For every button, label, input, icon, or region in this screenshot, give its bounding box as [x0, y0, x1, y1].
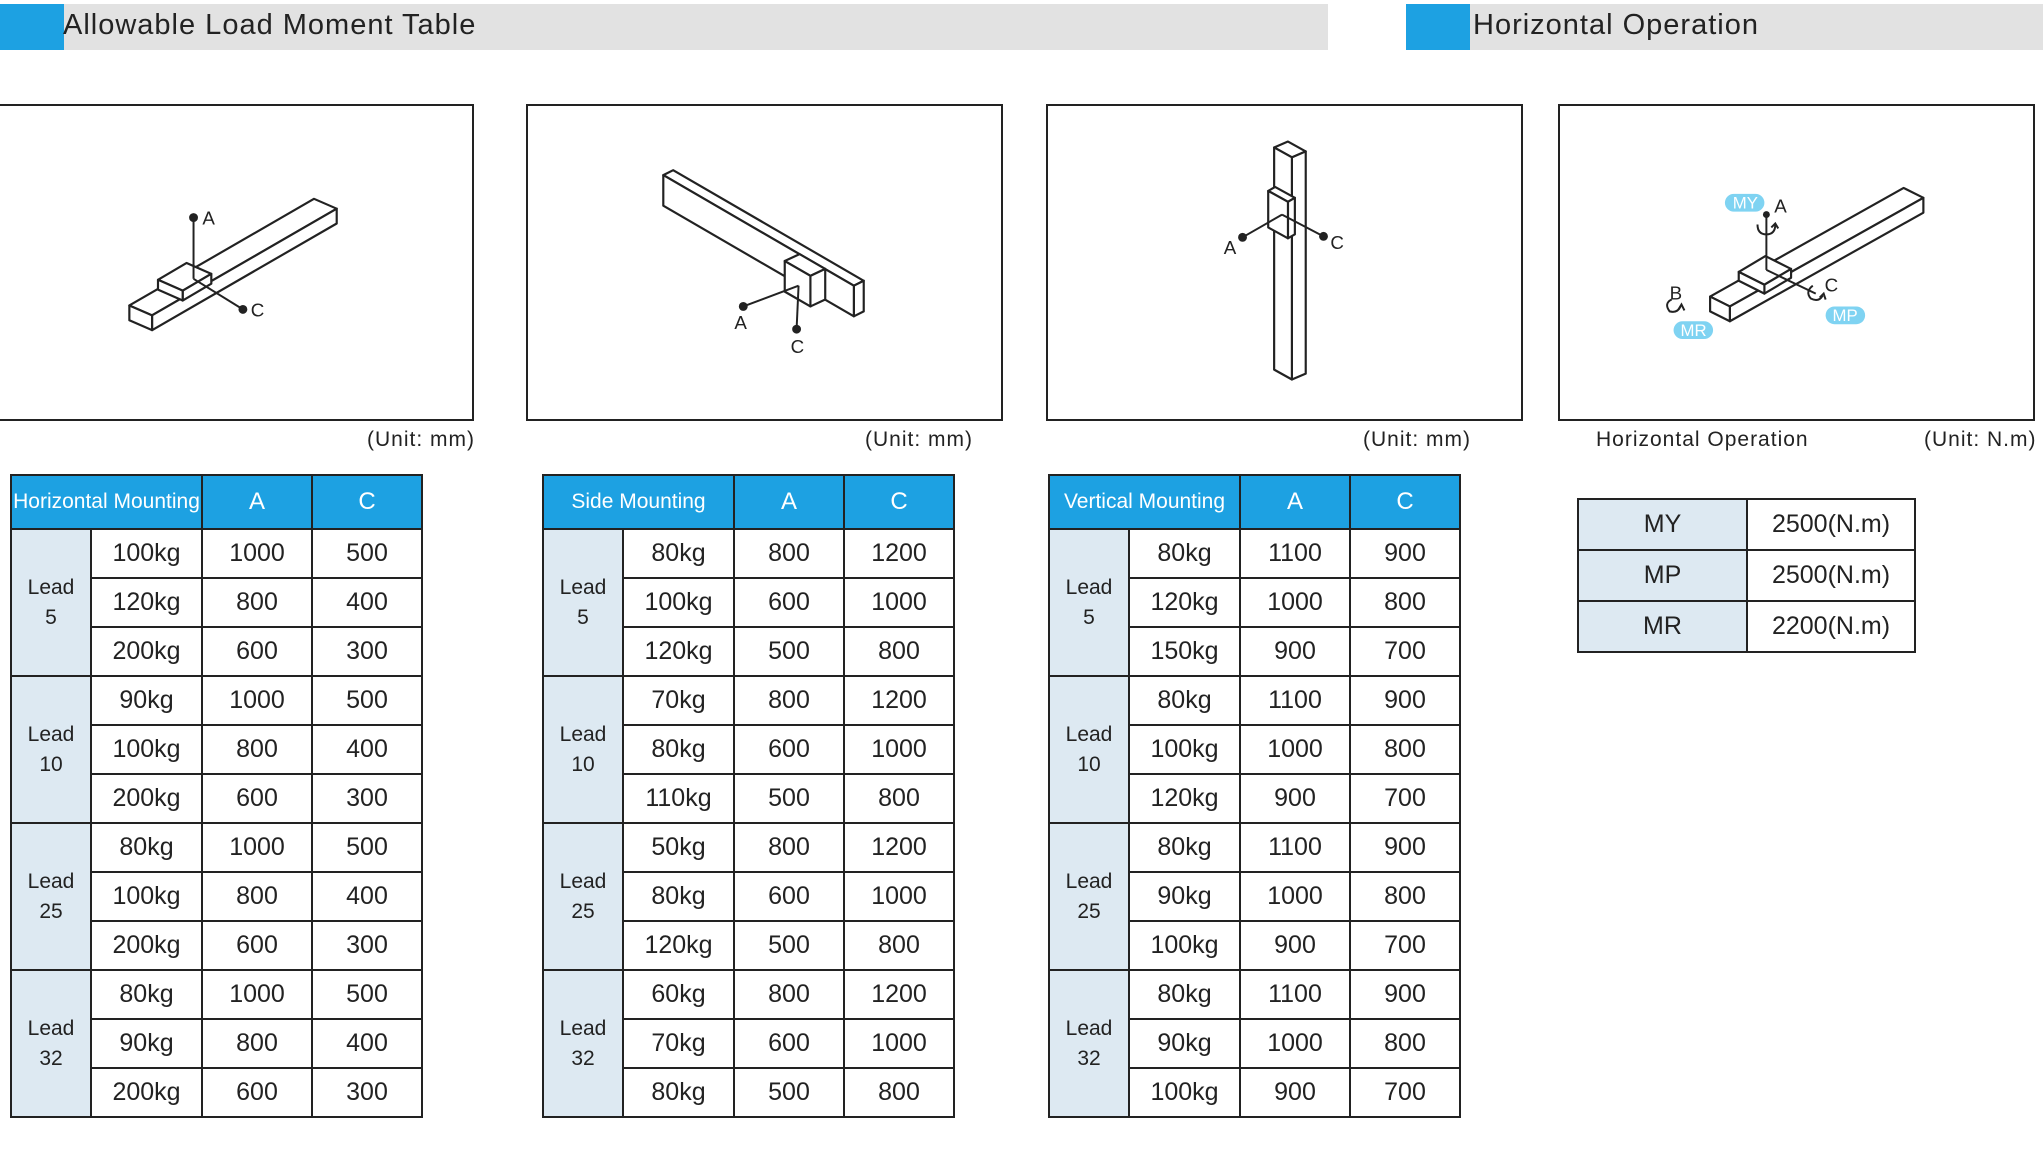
- column-c-header: C: [1350, 475, 1460, 529]
- c-value-cell: 300: [312, 627, 422, 676]
- lead-word: Lead: [27, 722, 75, 746]
- load-cell: 80kg: [623, 1068, 734, 1117]
- unit-label: (Unit: N.m): [1924, 428, 2037, 451]
- load-cell: 120kg: [1129, 578, 1240, 627]
- table-header-row: [543, 475, 954, 529]
- load-cell: 100kg: [623, 578, 734, 627]
- c-value-cell: 500: [312, 970, 422, 1019]
- a-value-cell: 1100: [1240, 970, 1350, 1019]
- a-value-cell: 800: [202, 1019, 312, 1068]
- a-value-cell: 1000: [1240, 725, 1350, 774]
- a-value-cell: 500: [734, 921, 844, 970]
- load-cell: 120kg: [623, 627, 734, 676]
- lead-value: 10: [1077, 752, 1101, 776]
- label-a: A: [1223, 237, 1237, 259]
- load-cell: 200kg: [91, 774, 202, 823]
- a-value-cell: 1100: [1240, 676, 1350, 725]
- lead-value: 5: [1083, 605, 1095, 629]
- c-value-cell: 400: [312, 725, 422, 774]
- a-value-cell: 1100: [1240, 529, 1350, 578]
- horizontal-mounting-illustration: [0, 106, 472, 419]
- c-value-cell: 800: [1350, 725, 1460, 774]
- a-value-cell: 500: [734, 774, 844, 823]
- a-value-cell: 900: [1240, 774, 1350, 823]
- load-cell: 80kg: [91, 823, 202, 872]
- lead-value: 25: [39, 899, 63, 923]
- horizontal-operation-caption: Horizontal Operation: [1596, 428, 1809, 451]
- c-value-cell: 800: [844, 627, 954, 676]
- lead-cell: [1049, 529, 1129, 676]
- table-row: [1049, 823, 1460, 872]
- table-row: [543, 529, 954, 578]
- c-value-cell: 400: [312, 872, 422, 921]
- lead-cell: [11, 970, 91, 1117]
- side-mounting-table: [542, 474, 955, 1118]
- a-value-cell: 1000: [1240, 872, 1350, 921]
- a-value-cell: 600: [202, 774, 312, 823]
- c-value-cell: 1200: [844, 676, 954, 725]
- label-a: A: [202, 207, 215, 229]
- lead-value: 25: [1077, 899, 1101, 923]
- label-b: B: [1669, 282, 1683, 304]
- header-accent-square-right: [1406, 4, 1470, 50]
- column-a-header: A: [734, 475, 844, 529]
- load-cell: 120kg: [1129, 774, 1240, 823]
- a-value-cell: 500: [734, 1068, 844, 1117]
- lead-cell: [11, 823, 91, 970]
- lead-cell: [11, 529, 91, 676]
- load-cell: 80kg: [91, 970, 202, 1019]
- column-c-header: C: [312, 475, 422, 529]
- lead-cell: [1049, 823, 1129, 970]
- lead-value: 5: [45, 605, 57, 629]
- side-mounting-diagram: [526, 104, 1003, 421]
- c-value-cell: 700: [1350, 1068, 1460, 1117]
- load-cell: 80kg: [623, 529, 734, 578]
- a-value-cell: 900: [1240, 921, 1350, 970]
- load-cell: 80kg: [1129, 970, 1240, 1019]
- mr-tag: MR: [1680, 321, 1707, 341]
- horizontal-operation-illustration: [1560, 106, 2033, 419]
- load-cell: 70kg: [623, 1019, 734, 1068]
- c-value-cell: 500: [312, 823, 422, 872]
- load-cell: 90kg: [1129, 1019, 1240, 1068]
- load-cell: 70kg: [623, 676, 734, 725]
- label-c: C: [1330, 232, 1344, 254]
- load-cell: 60kg: [623, 970, 734, 1019]
- a-value-cell: 800: [734, 676, 844, 725]
- c-value-cell: 800: [844, 1068, 954, 1117]
- section-title-horizontal-operation: Horizontal Operation: [1473, 9, 1759, 41]
- lead-word: Lead: [559, 575, 607, 599]
- load-cell: 110kg: [623, 774, 734, 823]
- a-value-cell: 600: [202, 1068, 312, 1117]
- load-cell: 90kg: [91, 676, 202, 725]
- c-value-cell: 300: [312, 921, 422, 970]
- lead-word: Lead: [559, 722, 607, 746]
- a-value-cell: 600: [202, 921, 312, 970]
- a-value-cell: 800: [202, 578, 312, 627]
- table-row: [1049, 676, 1460, 725]
- a-value-cell: 1000: [1240, 578, 1350, 627]
- c-value-cell: 800: [844, 921, 954, 970]
- label-a: A: [734, 312, 747, 334]
- table-row: [11, 676, 422, 725]
- load-cell: 200kg: [91, 1068, 202, 1117]
- load-cell: 100kg: [91, 872, 202, 921]
- load-cell: 80kg: [1129, 529, 1240, 578]
- lead-word: Lead: [1065, 575, 1113, 599]
- a-value-cell: 600: [734, 725, 844, 774]
- table-header-row: [1049, 475, 1460, 529]
- table-row: [1578, 499, 1915, 550]
- a-value-cell: 800: [734, 970, 844, 1019]
- lead-value: 25: [571, 899, 595, 923]
- load-cell: 150kg: [1129, 627, 1240, 676]
- lead-cell: [11, 676, 91, 823]
- mp-tag: MP: [1832, 306, 1858, 326]
- table-row: [11, 529, 422, 578]
- c-value-cell: 400: [312, 578, 422, 627]
- load-cell: 100kg: [91, 725, 202, 774]
- c-value-cell: 300: [312, 1068, 422, 1117]
- load-cell: 120kg: [623, 921, 734, 970]
- c-value-cell: 400: [312, 1019, 422, 1068]
- load-cell: 100kg: [1129, 725, 1240, 774]
- load-cell: 100kg: [1129, 921, 1240, 970]
- table-row: [11, 970, 422, 1019]
- load-cell: 90kg: [1129, 872, 1240, 921]
- unit-label: (Unit: mm): [367, 428, 475, 451]
- c-value-cell: 1200: [844, 970, 954, 1019]
- lead-word: Lead: [27, 869, 75, 893]
- c-value-cell: 300: [312, 774, 422, 823]
- label-c: C: [250, 299, 265, 321]
- lead-cell: [543, 676, 623, 823]
- lead-cell: [1049, 676, 1129, 823]
- side-mounting-illustration: [528, 106, 1001, 419]
- column-c-header: C: [844, 475, 954, 529]
- c-value-cell: 1000: [844, 725, 954, 774]
- horizontal-mounting-table: [10, 474, 423, 1118]
- c-value-cell: 900: [1350, 676, 1460, 725]
- lead-value: 32: [571, 1046, 595, 1070]
- vertical-mounting-illustration: [1048, 106, 1521, 419]
- lead-value: 32: [1077, 1046, 1101, 1070]
- a-value-cell: 1000: [202, 970, 312, 1019]
- lead-cell: [1049, 970, 1129, 1117]
- c-value-cell: 800: [1350, 1019, 1460, 1068]
- table-header-row: [11, 475, 422, 529]
- lead-word: Lead: [1065, 869, 1113, 893]
- mounting-header: Horizontal Mounting: [11, 475, 202, 529]
- lead-cell: [543, 529, 623, 676]
- c-value-cell: 900: [1350, 823, 1460, 872]
- c-value-cell: 1000: [844, 578, 954, 627]
- horizontal-operation-table: [1577, 498, 1916, 653]
- lead-word: Lead: [27, 1016, 75, 1040]
- lead-cell: [543, 970, 623, 1117]
- c-value-cell: 800: [1350, 578, 1460, 627]
- vertical-mounting-diagram: [1046, 104, 1523, 421]
- column-a-header: A: [1240, 475, 1350, 529]
- label-c: C: [1824, 274, 1839, 296]
- load-cell: 80kg: [1129, 676, 1240, 725]
- c-value-cell: 1000: [844, 1019, 954, 1068]
- moment-name-cell: MP: [1578, 550, 1747, 601]
- moment-value-cell: 2200(N.m): [1747, 601, 1915, 652]
- a-value-cell: 800: [734, 529, 844, 578]
- table-row: [1578, 601, 1915, 652]
- moment-value-cell: 2500(N.m): [1747, 499, 1915, 550]
- lead-word: Lead: [559, 1016, 607, 1040]
- mounting-header: Vertical Mounting: [1049, 475, 1240, 529]
- lead-word: Lead: [1065, 1016, 1113, 1040]
- lead-value: 5: [577, 605, 589, 629]
- a-value-cell: 900: [1240, 1068, 1350, 1117]
- lead-word: Lead: [27, 575, 75, 599]
- vertical-mounting-table: [1048, 474, 1461, 1118]
- unit-label: (Unit: mm): [1363, 428, 1471, 451]
- a-value-cell: 800: [202, 872, 312, 921]
- load-cell: 80kg: [623, 872, 734, 921]
- c-value-cell: 700: [1350, 774, 1460, 823]
- lead-cell: [543, 823, 623, 970]
- a-value-cell: 600: [734, 1019, 844, 1068]
- load-cell: 120kg: [91, 578, 202, 627]
- a-value-cell: 1000: [202, 676, 312, 725]
- c-value-cell: 1000: [844, 872, 954, 921]
- a-value-cell: 600: [734, 578, 844, 627]
- c-value-cell: 500: [312, 676, 422, 725]
- horizontal-operation-diagram: [1558, 104, 2035, 421]
- a-value-cell: 500: [734, 627, 844, 676]
- a-value-cell: 600: [734, 872, 844, 921]
- my-tag: MY: [1732, 193, 1758, 213]
- a-value-cell: 800: [202, 725, 312, 774]
- c-value-cell: 900: [1350, 529, 1460, 578]
- lead-word: Lead: [1065, 722, 1113, 746]
- c-value-cell: 900: [1350, 970, 1460, 1019]
- mounting-header: Side Mounting: [543, 475, 734, 529]
- load-cell: 100kg: [1129, 1068, 1240, 1117]
- load-cell: 90kg: [91, 1019, 202, 1068]
- table-row: [11, 823, 422, 872]
- c-value-cell: 700: [1350, 627, 1460, 676]
- table-row: [543, 676, 954, 725]
- moment-value-cell: 2500(N.m): [1747, 550, 1915, 601]
- lead-value: 10: [39, 752, 63, 776]
- load-cell: 80kg: [623, 725, 734, 774]
- horizontal-mounting-diagram: [0, 104, 474, 421]
- c-value-cell: 700: [1350, 921, 1460, 970]
- unit-label: (Unit: mm): [865, 428, 973, 451]
- table-row: [543, 823, 954, 872]
- label-c: C: [790, 335, 805, 357]
- c-value-cell: 1200: [844, 823, 954, 872]
- lead-value: 32: [39, 1046, 63, 1070]
- a-value-cell: 1000: [202, 529, 312, 578]
- c-value-cell: 1200: [844, 529, 954, 578]
- a-value-cell: 1000: [202, 823, 312, 872]
- c-value-cell: 500: [312, 529, 422, 578]
- a-value-cell: 1000: [1240, 1019, 1350, 1068]
- moment-name-cell: MY: [1578, 499, 1747, 550]
- a-value-cell: 600: [202, 627, 312, 676]
- label-a: A: [1774, 195, 1787, 217]
- c-value-cell: 800: [844, 774, 954, 823]
- moment-name-cell: MR: [1578, 601, 1747, 652]
- table-row: [543, 970, 954, 1019]
- table-row: [1049, 529, 1460, 578]
- c-value-cell: 800: [1350, 872, 1460, 921]
- a-value-cell: 800: [734, 823, 844, 872]
- page-title: Allowable Load Moment Table: [63, 9, 477, 41]
- a-value-cell: 1100: [1240, 823, 1350, 872]
- lead-value: 10: [571, 752, 595, 776]
- table-row: [1049, 970, 1460, 1019]
- load-cell: 50kg: [623, 823, 734, 872]
- a-value-cell: 900: [1240, 627, 1350, 676]
- load-cell: 80kg: [1129, 823, 1240, 872]
- table-row: [1578, 550, 1915, 601]
- load-cell: 100kg: [91, 529, 202, 578]
- lead-word: Lead: [559, 869, 607, 893]
- load-cell: 200kg: [91, 921, 202, 970]
- header-accent-square: [0, 4, 64, 50]
- load-cell: 200kg: [91, 627, 202, 676]
- column-a-header: A: [202, 475, 312, 529]
